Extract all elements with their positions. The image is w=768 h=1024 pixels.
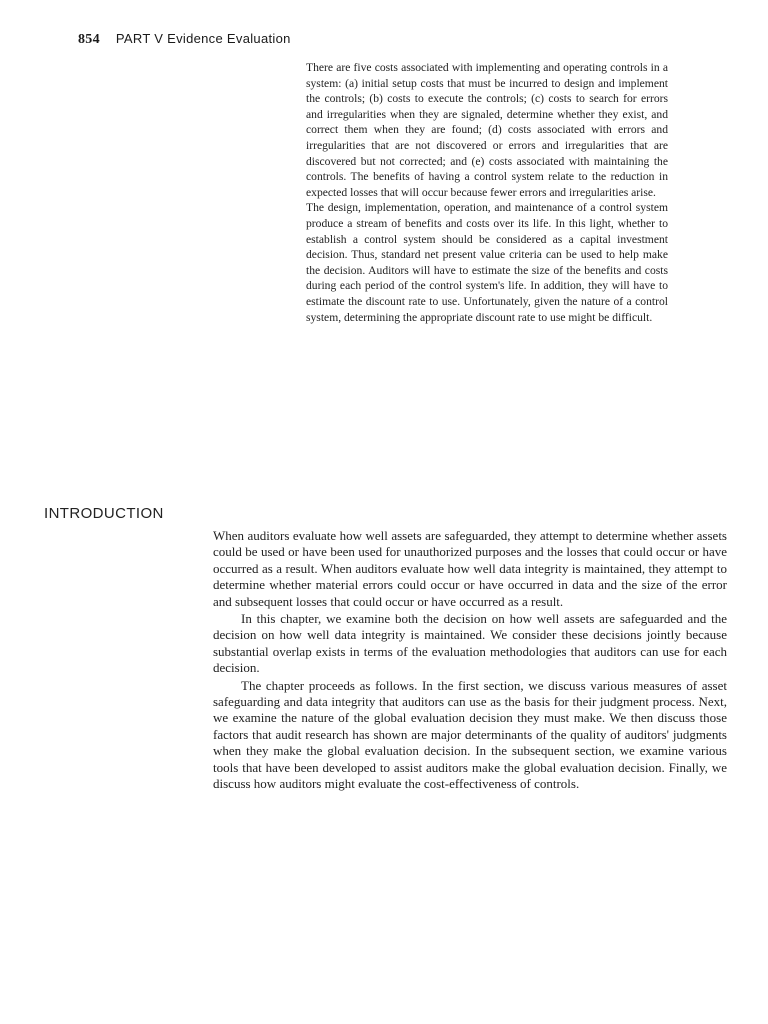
running-header bbox=[78, 31, 291, 48]
cost-benefit-block bbox=[306, 60, 668, 325]
intro-paragraph-1: When auditors evaluate how well assets are safeguarded, they attempt to determine whether assets could be used or have been used for unauthorized purposes and the losses that could occur or have occurred as a result. When auditors evaluate how well data integrity is maintained, they attempt to determine whether material errors could occur or have occurred in data and the size of the error and subsequent losses that could occur or have occurred as a result. bbox=[213, 528, 727, 609]
cost-paragraph-1: There are five costs associated with implementing and operating controls in a system: (a) initial setup costs that must be incurred to design and implement the controls; (b) costs to execute the controls; (c) costs to search for errors and irregularities when they are signaled, determine whether they exist, and correct them when they are found; (d) costs associated with errors and irregularities that are not discovered or errors and irregularities that are discovered but not corrected; and (e) costs associated with maintaining the controls. The benefits of having a control system relate to the reduction in expected losses that will occur because fewer errors and irregularities arise. bbox=[306, 61, 668, 199]
introduction-body bbox=[213, 528, 727, 794]
cost-paragraph-2: The design, implementation, operation, and maintenance of a control system produce a stream of benefits and costs over its life. In this light, whether to establish a control system should be considered as a capital investment decision. Thus, standard net present value criteria can be used to help make the decision. Auditors will have to estimate the size of the benefits and costs during each period of the control system's life. In addition, they will have to estimate the discount rate to use. Unfortunately, given the nature of a control system, determining the appropriate discount rate to use might be difficult. bbox=[306, 201, 668, 324]
intro-paragraph-2: In this chapter, we examine both the decision on how well assets are safeguarded and the decision on how well data integrity is maintained. We consider these decisions jointly because substantial overlap exists in terms of the evaluation methodologies that auditors can use for each decision. bbox=[213, 611, 727, 676]
intro-paragraph-3: The chapter proceeds as follows. In the first section, we discuss various measures of asset safeguarding and data integrity that auditors can use as the basis for their judgment process. Next, we examine the nature of the global evaluation decision they must make. We then discuss those factors that audit research has shown are major determinants of the quality of auditors' judgments when they make the global evaluation decision. In the subsequent section, we examine various tools that have been developed to assist auditors make the global evaluation decision. Finally, we discuss how auditors might evaluate the cost-effectiveness of controls. bbox=[213, 677, 727, 792]
running-title: PART V Evidence Evaluation bbox=[115, 31, 291, 46]
section-heading-introduction: INTRODUCTION bbox=[44, 505, 164, 522]
page-number: 854 bbox=[78, 32, 100, 47]
